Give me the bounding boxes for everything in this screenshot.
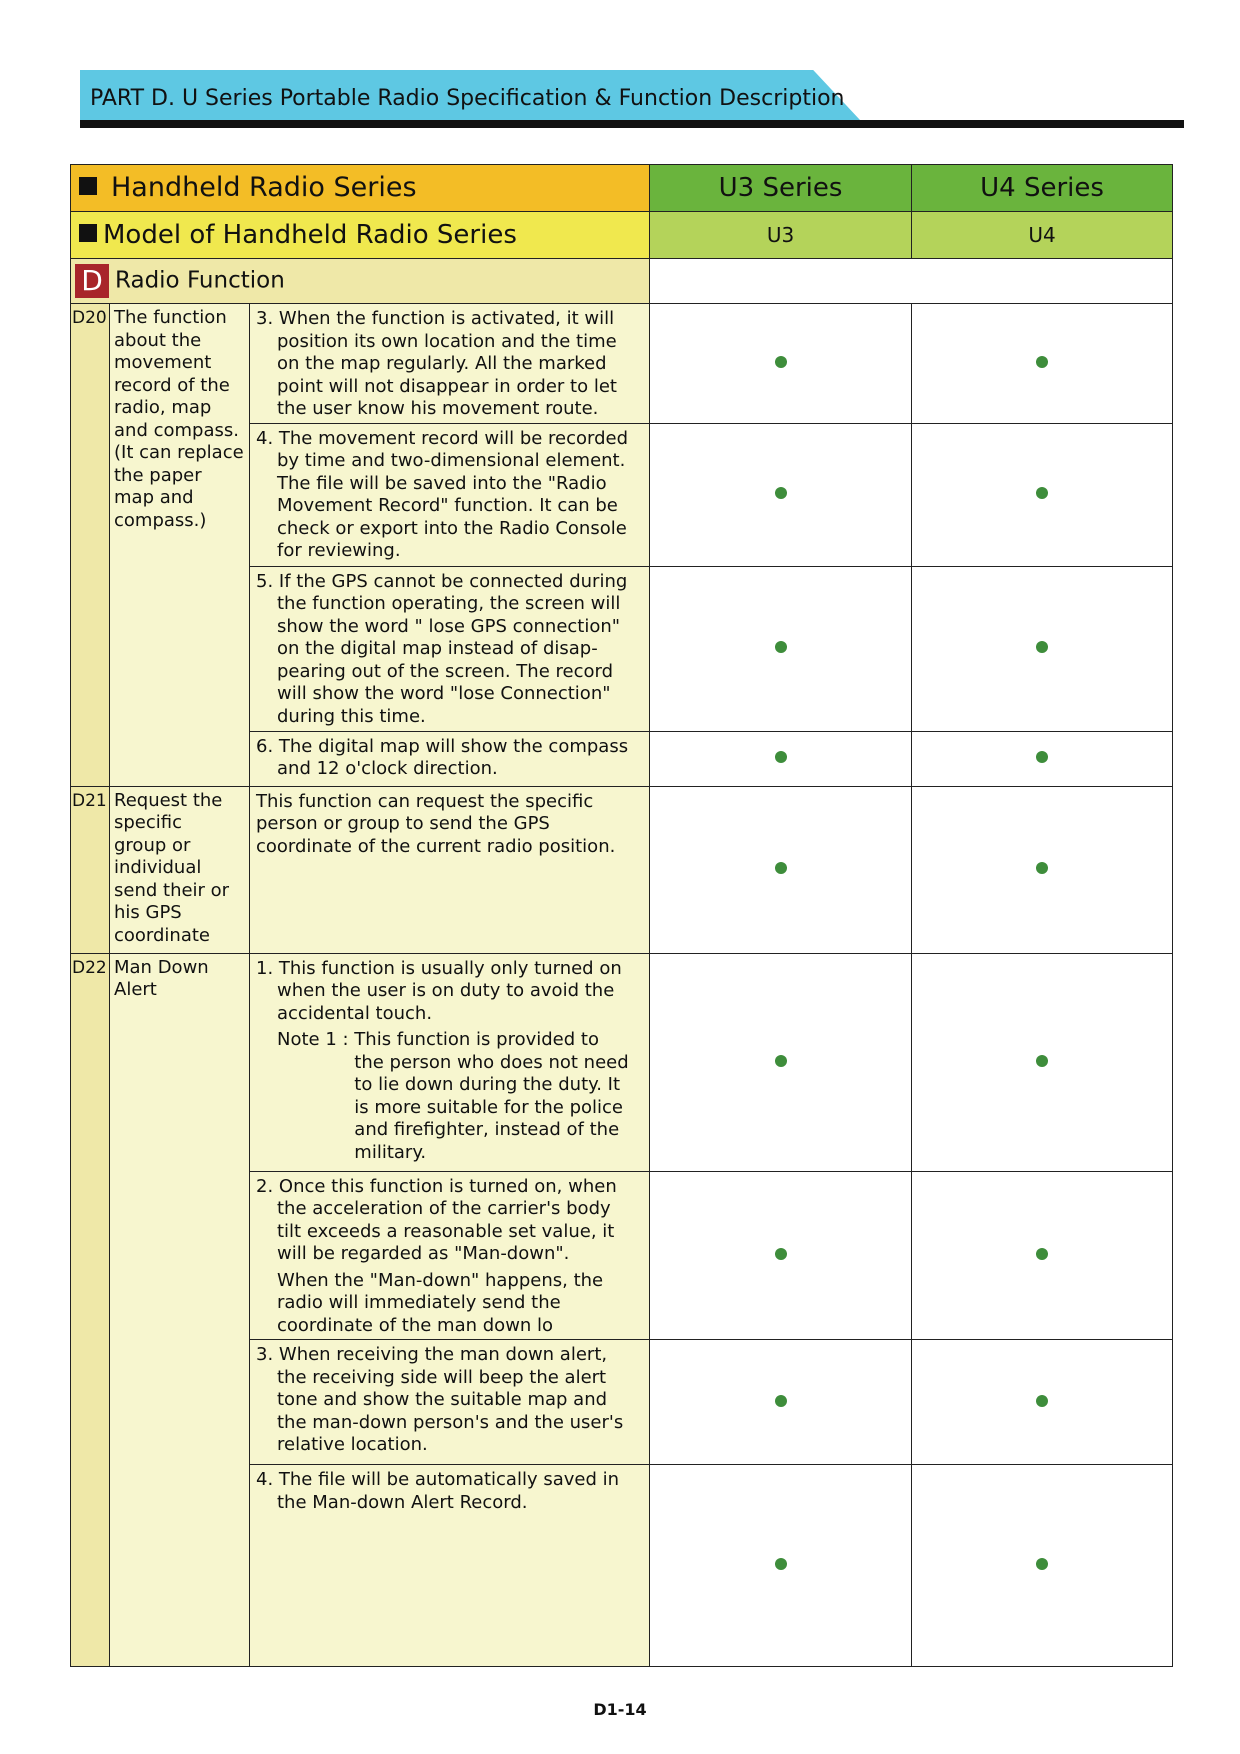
supported-dot-icon bbox=[775, 1558, 787, 1570]
supported-dot-icon bbox=[775, 751, 787, 763]
supported-dot-icon bbox=[1036, 1248, 1048, 1260]
section-badge: D bbox=[75, 264, 109, 298]
function-name bbox=[110, 304, 250, 787]
u4-model-header: U4 bbox=[912, 212, 1173, 259]
note bbox=[256, 1029, 645, 1164]
supported-dot-icon bbox=[1036, 751, 1048, 763]
model-header-row bbox=[71, 212, 1173, 259]
supported-dot-icon bbox=[1036, 356, 1048, 368]
function-code: D21 bbox=[71, 786, 110, 953]
model-header bbox=[71, 212, 650, 259]
u3-series-header: U3 Series bbox=[650, 165, 912, 212]
u4-support-cell bbox=[912, 423, 1173, 566]
note-text: This function is provided to the person who does not need to lie down during the duty. It is more suitable for the police and firefighter, instead of the military. bbox=[354, 1029, 629, 1163]
u3-support-cell bbox=[650, 1465, 912, 1667]
u3-support-cell bbox=[650, 953, 912, 1171]
function-code: D20 bbox=[71, 304, 110, 787]
spec-table bbox=[70, 164, 1173, 1667]
supported-dot-icon bbox=[1036, 487, 1048, 499]
description-text: 2. Once this function is turned on, when the acceleration of the carrier's body tilt exceeds a reasonable set value, it will be regarded as "Man-down". bbox=[256, 1175, 617, 1264]
u4-support-cell bbox=[912, 1171, 1173, 1340]
supported-dot-icon bbox=[775, 356, 787, 368]
series-header bbox=[71, 165, 650, 212]
u3-support-cell bbox=[650, 1340, 912, 1465]
u3-support-cell bbox=[650, 786, 912, 953]
table-row bbox=[71, 786, 1173, 953]
supported-dot-icon bbox=[1036, 1395, 1048, 1407]
supported-dot-icon bbox=[1036, 1558, 1048, 1570]
section-label: Radio Function bbox=[115, 267, 285, 294]
section-row bbox=[71, 259, 1173, 304]
supported-dot-icon bbox=[1036, 641, 1048, 653]
supported-dot-icon bbox=[775, 1248, 787, 1260]
function-name-text: Man Down Alert bbox=[114, 956, 209, 1000]
function-description bbox=[250, 953, 650, 1171]
description-followup: When the "Man-down" happens, the radio will immediately send the coordinate of the man down lo bbox=[277, 1269, 604, 1336]
page-number: D1-14 bbox=[593, 1700, 647, 1719]
section-header bbox=[71, 259, 650, 304]
u3-support-cell bbox=[650, 423, 912, 566]
function-name-text: Request the specific group or individual send their or his GPS coordinate bbox=[114, 789, 230, 946]
note-label: Note 1 : bbox=[277, 1029, 355, 1050]
description-text: 5. If the GPS cannot be connected during the function operating, the screen will show the word " lose GPS connection" on the digital map instead of disap- pearing out of the screen. The record will show the word "lose Connection" during this time. bbox=[256, 570, 628, 727]
square-bullet-icon bbox=[79, 177, 97, 195]
u3-support-cell bbox=[650, 1171, 912, 1340]
model-label: Model of Handheld Radio Series bbox=[103, 219, 517, 250]
u3-support-cell bbox=[650, 304, 912, 424]
function-description bbox=[250, 304, 650, 424]
u4-support-cell bbox=[912, 953, 1173, 1171]
function-description bbox=[250, 1465, 650, 1667]
function-description bbox=[250, 1171, 650, 1340]
function-description bbox=[250, 566, 650, 731]
description-text: 3. When receiving the man down alert, the receiving side will beep the alert tone and show the suitable map and the man-down person's and the user's relative location. bbox=[256, 1344, 624, 1455]
banner-title: PART D. U Series Portable Radio Specification & Function Description bbox=[90, 86, 845, 111]
banner-rule bbox=[80, 120, 1184, 128]
u4-support-cell bbox=[912, 786, 1173, 953]
description-text: 3. When the function is activated, it will position its own location and the time on the map regularly. All the marked point will not disappear in order to let the user know his movement route. bbox=[256, 308, 617, 419]
function-description bbox=[250, 1340, 650, 1465]
function-description bbox=[250, 786, 650, 953]
supported-dot-icon bbox=[775, 1395, 787, 1407]
function-name bbox=[110, 786, 250, 953]
supported-dot-icon bbox=[775, 1055, 787, 1067]
series-header-row bbox=[71, 165, 1173, 212]
description-text: 1. This function is usually only turned on when the user is on duty to avoid the accidental touch. bbox=[256, 957, 622, 1024]
table-row bbox=[71, 953, 1173, 1171]
u3-support-cell bbox=[650, 566, 912, 731]
function-description bbox=[250, 731, 650, 786]
section-blank bbox=[650, 259, 1173, 304]
u3-model-header: U3 bbox=[650, 212, 912, 259]
description-text: 4. The file will be automatically saved in the Man-down Alert Record. bbox=[256, 1469, 620, 1513]
square-bullet-icon bbox=[79, 224, 97, 242]
u4-support-cell bbox=[912, 304, 1173, 424]
u4-support-cell bbox=[912, 1465, 1173, 1667]
supported-dot-icon bbox=[1036, 1055, 1048, 1067]
u4-series-header: U4 Series bbox=[912, 165, 1173, 212]
supported-dot-icon bbox=[775, 487, 787, 499]
description-text: 4. The movement record will be recorded by time and two-dimensional element. The file will be saved into the "Radio Movement Record" function. It can be check or export into the Radio Console for reviewing. bbox=[256, 427, 629, 561]
function-code: D22 bbox=[71, 953, 110, 1667]
u4-support-cell bbox=[912, 1340, 1173, 1465]
supported-dot-icon bbox=[775, 641, 787, 653]
u3-support-cell bbox=[650, 731, 912, 786]
table-row bbox=[71, 304, 1173, 424]
function-description bbox=[250, 423, 650, 566]
supported-dot-icon bbox=[1036, 862, 1048, 874]
description-text: 6. The digital map will show the compass and 12 o'clock direction. bbox=[256, 735, 629, 779]
function-name-text: The function about the movement record of the radio, map and compass. (It can replace the paper map and compass.) bbox=[114, 307, 244, 531]
u4-support-cell bbox=[912, 566, 1173, 731]
u4-support-cell bbox=[912, 731, 1173, 786]
description-text: This function can request the specific person or group to send the GPS coordinate of the current radio position. bbox=[256, 790, 616, 857]
function-name bbox=[110, 953, 250, 1667]
supported-dot-icon bbox=[775, 862, 787, 874]
series-label: Handheld Radio Series bbox=[111, 171, 417, 203]
